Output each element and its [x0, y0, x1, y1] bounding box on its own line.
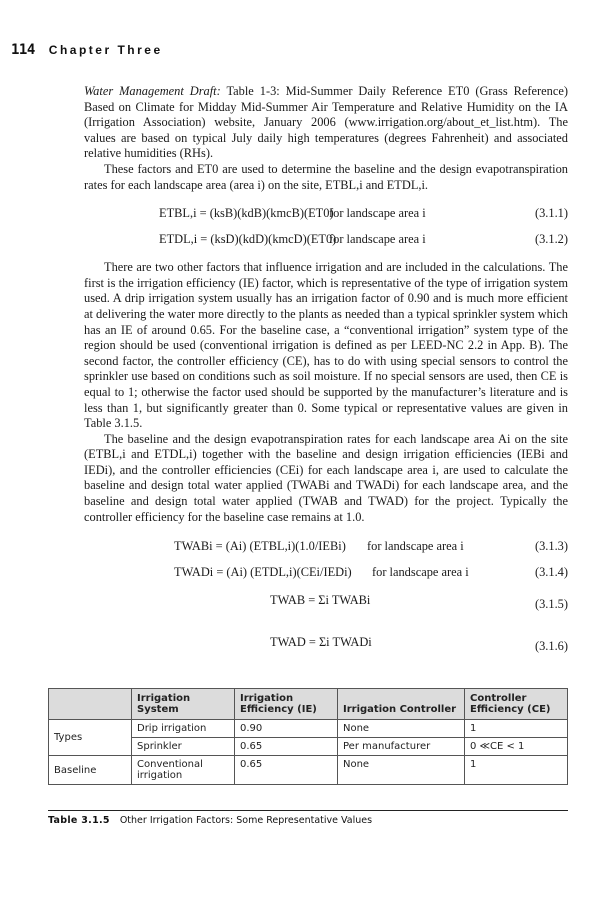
equation-3-1-6	[84, 629, 568, 671]
table-header-row	[49, 689, 568, 720]
table-row	[49, 720, 568, 738]
row-group-label: Baseline	[49, 756, 132, 785]
paragraph: These factors and ET0 are used to determine the baseline and the design evapotranspiration rates for each landscape area (area i) on the site, ETBL,i and ETDL,i.	[84, 161, 568, 192]
body-text	[84, 84, 568, 671]
table-header-cell: Irrigation Efficiency (IE)	[235, 689, 338, 720]
caption-text: Other Irrigation Factors: Some Representative Values	[119, 815, 373, 826]
equation-expr: ETDL,i = (ksD)(kdD)(kmcD)(ET0)	[159, 232, 337, 247]
equation-condition: for landscape area i	[329, 206, 426, 221]
equation-3-1-1	[84, 202, 568, 228]
equation-3-1-2	[84, 228, 568, 254]
equation-3-1-5	[84, 587, 568, 629]
table-cell: 0.65	[235, 756, 338, 785]
table-cell: 0.65	[235, 738, 338, 756]
irrigation-factors-table	[48, 688, 568, 785]
equation-3-1-3	[84, 535, 568, 561]
table-cell: None	[338, 720, 465, 738]
equation-condition: for landscape area i	[372, 565, 469, 580]
row-group-label: Types	[49, 720, 132, 756]
running-header	[11, 42, 163, 58]
table-caption	[48, 815, 372, 826]
caption-label: Table 3.1.5	[48, 815, 110, 826]
equation-number: (3.1.6)	[534, 639, 568, 654]
paragraph-text: Table 1-3: Mid-Summer Daily Reference ET0 (Grass Reference) Based on Climate for Midday Mid-Summer Air Temperature and Relative Humidity on the IA (Irrigation Association) website, January 2006 (www.irrigation.org/about_et_list.htm). The values are based on typical July daily high temperatures (degrees Fahrenheit) and associated relative humidities (RHs).	[84, 84, 568, 161]
equation-condition: for landscape area i	[367, 539, 464, 554]
equation-expr: TWABi = (Ai) (ETBL,i)(1.0/IEBi)	[174, 539, 346, 554]
italic-lead: Water Management Draft:	[84, 84, 221, 98]
equation-3-1-4	[84, 561, 568, 587]
equation-expr: TWADi = (Ai) (ETDL,i)(CEi/IEDi)	[174, 565, 352, 580]
equation-number: (3.1.5)	[534, 597, 568, 612]
equation-number: (3.1.2)	[534, 232, 568, 247]
chapter-title: Chapter Three	[48, 43, 163, 57]
equation-expr: ETBL,i = (ksB)(kdB)(kmcB)(ET0)	[159, 206, 334, 221]
equation-number: (3.1.3)	[534, 539, 568, 554]
table-cell: 1	[465, 720, 568, 738]
table-row	[49, 756, 568, 785]
equation-number: (3.1.4)	[534, 565, 568, 580]
table-cell: Per manufacturer	[338, 738, 465, 756]
table-cell: None	[338, 756, 465, 785]
table-header-cell: Controller Efficiency (CE)	[465, 689, 568, 720]
paragraph: There are two other factors that influence irrigation and are included in the calculations. The first is the irrigation efficiency (IE) factor, which is representative of the type of irrigation system used. A drip irrigation system usually has an irrigation factor of 0.90 and is much more efficient at delivering the water more directly to the plants as needed than a typical sprinkler system which has an IE of around 0.65. For the baseline case, a “conventional irrigation” system type of the region should be used (conventional irrigation is defined as per LEED-NC 2.2 in App. B). The second factor, the controller efficiency (CE), has to do with using special sensors to control the sprinkler use based on conditions such as soil moisture. If no special sensors are used, then CE is equal to 1; otherwise the factor used should be supported by the manufacturer’s literature and is less than 1, but significantly greater than 0. Some typical or representative values are given in Table 3.1.5.	[84, 260, 568, 431]
table-cell: 0.90	[235, 720, 338, 738]
table-cell: Drip irrigation	[132, 720, 235, 738]
page-number: 114	[11, 42, 35, 58]
table-cell: 0 ≪CE < 1	[465, 738, 568, 756]
paragraph	[84, 84, 568, 162]
equation-expr: TWAB = Σi TWABi	[270, 593, 371, 608]
paragraph: The baseline and the design evapotranspiration rates for each landscape area Ai on the site (ETBL,i and ETDL,i) together with the baseline and design irrigation efficiencies (IEBi and IEDi), and the controller efficiencies (CEi) for each landscape area i, are used to calculate the baseline and design total water applied (TWABi and TWADi) for each landscape area, and the baseline and design total water applied (TWAB and TWAD) for the project. Typically the controller efficiency for the baseline case remains at 1.0.	[84, 431, 568, 524]
table-cell: 1	[465, 756, 568, 785]
table-cell: Conventional irrigation	[132, 756, 235, 785]
caption-rule	[48, 810, 568, 811]
table-header-cell	[49, 689, 132, 720]
table-header-cell: Irrigation System	[132, 689, 235, 720]
table-header-cell: Irrigation Controller	[338, 689, 465, 720]
equation-number: (3.1.1)	[534, 206, 568, 221]
equation-expr: TWAD = Σi TWADi	[270, 635, 372, 650]
equation-condition: for landscape area i	[329, 232, 426, 247]
table-cell: Sprinkler	[132, 738, 235, 756]
